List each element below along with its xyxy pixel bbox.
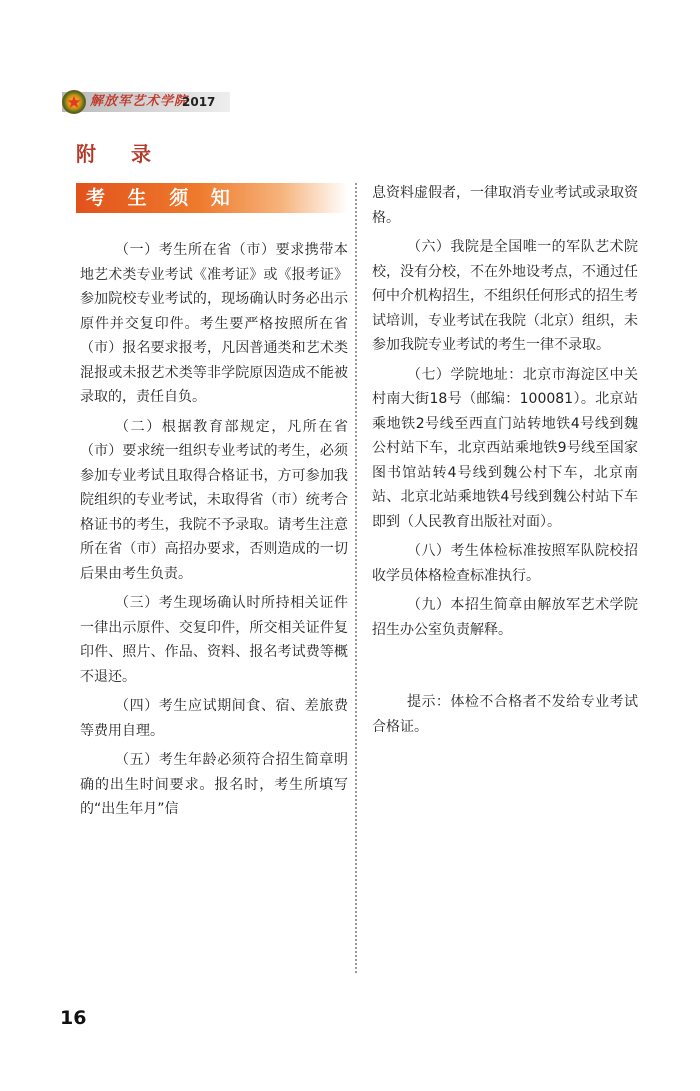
column-divider (355, 183, 357, 973)
paragraph-6: （六）我院是全国唯一的军队艺术院校，没有分校，不在外地设考点，不通过任何中介机构招生，不组织任何形式的招生考试培训，专业考试在我院（北京）组织，未参加我院专业考试的考生一律不录取。 (372, 239, 638, 353)
paragraph-9: （九）本招生简章由解放军艺术学院招生办公室负责解释。 (372, 597, 638, 638)
paragraph-2: （二）根据教育部规定，凡所在省（市）要求统一组织专业考试的考生，必须参加专业考试且取得合格证书，方可参加我院组织的专业考试，未取得省（市）统考合格证书的考生，我院不予录取。请考生注意所在省（市）高招办要求，否则造成的一切后果由考生负责。 (80, 418, 348, 582)
paragraph-3: （三）考生现场确认时所持相关证件一律出示原件、交复印件，所交相关证件复印件、照片、作品、资料、报名考试费等概不退还。 (80, 595, 348, 685)
page-number: 16 (60, 1007, 87, 1029)
section-header (76, 183, 348, 213)
header-year: 2017 (182, 95, 216, 109)
emblem-icon (62, 90, 86, 114)
section-title: 考 生 须 知 (86, 187, 238, 209)
paragraph-7: （七）学院地址：北京市海淀区中关村南大街18号（邮编：100081）。北京站乘地铁2号线至西直门站转地铁4号线到魏公村站下车，北京西站乘地铁9号线至国家图书馆站转4号线到魏公村下车，北京南站、北京北站乘地铁4号线到魏公村站下车即到（人民教育出版社对面）。 (372, 366, 638, 530)
tip-note: 提示：体检不合格者不发给专业考试合格证。 (372, 694, 638, 735)
paragraph-5: （五）考生年龄必须符合招生简章明确的出生时间要求。报名时，考生所填写的“出生年月”信 (80, 752, 348, 817)
right-column (372, 181, 638, 744)
page-header (62, 90, 232, 114)
header-brand: 解放军艺术学院 (90, 94, 189, 109)
paragraph-1: （一）考生所在省（市）要求携带本地艺术类专业考试《准考证》或《报考证》参加院校专业考试的，现场确认时务必出示原件并交复印件。考生要严格按照所在省（市）报名要求报考，凡因普通类和艺术类混报或未报艺术类等非学院原因造成不能被录取的，责任自负。 (80, 242, 348, 405)
paragraph-4: （四）考生应试期间食、宿、差旅费等费用自理。 (80, 698, 348, 739)
paragraph-8: （八）考生体检标准按照军队院校招收学员体格检查标准执行。 (372, 543, 638, 584)
paragraph-5-continuation: 息资料虚假者，一律取消专业考试或录取资格。 (372, 185, 638, 226)
appendix-title: 附 录 (76, 142, 165, 166)
left-column (80, 238, 348, 827)
